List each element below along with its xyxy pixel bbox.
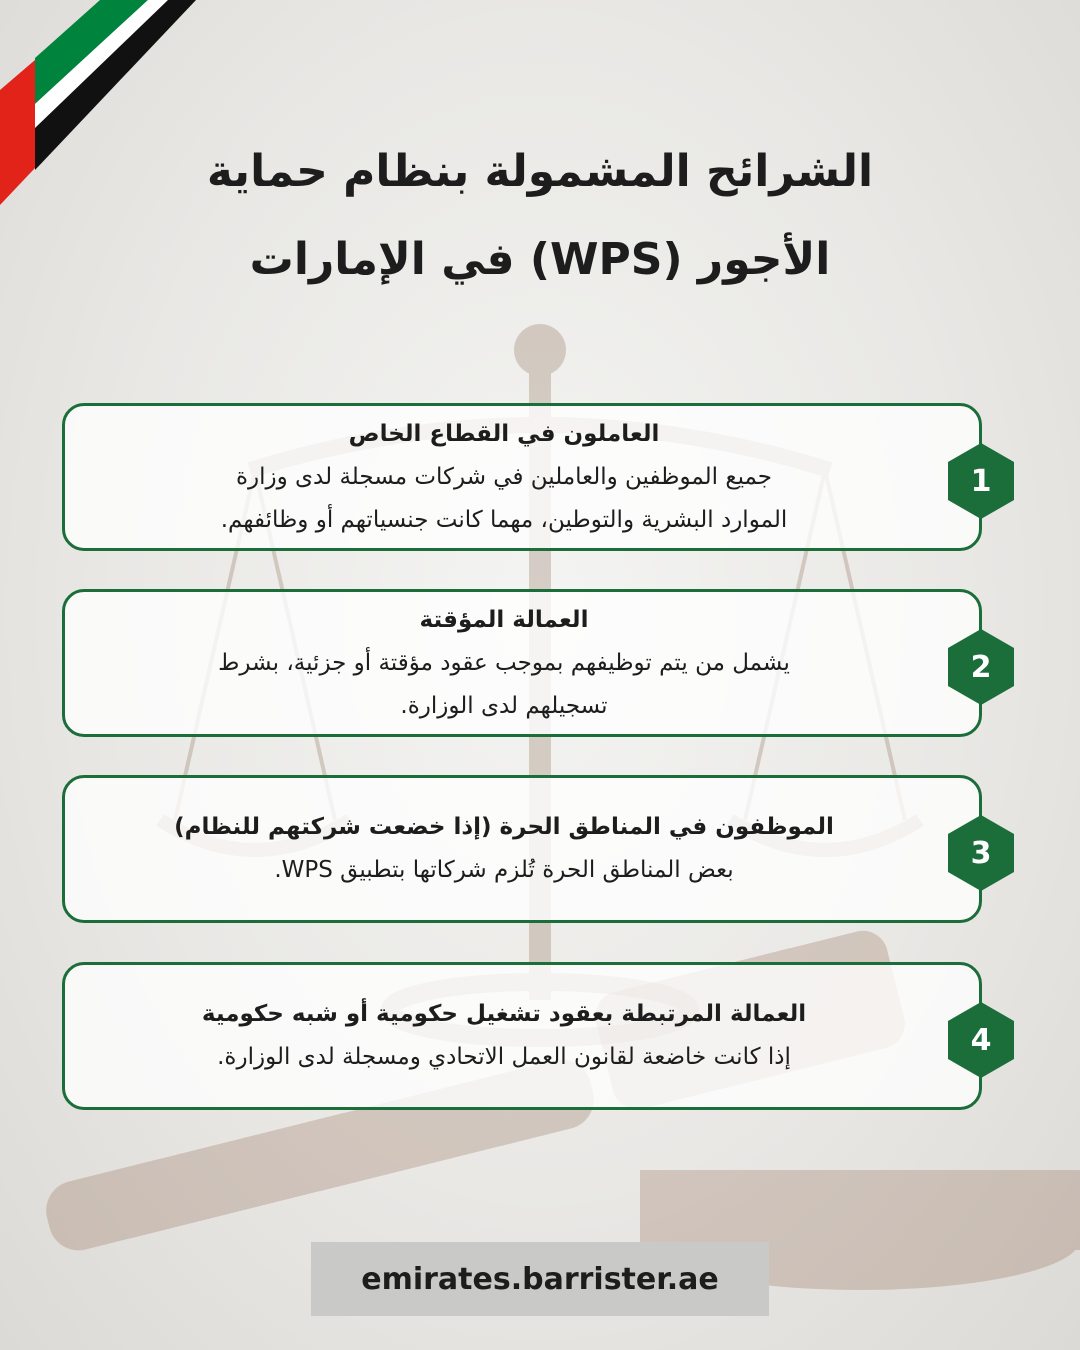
number-badge-3 (948, 815, 1014, 891)
number-badge-4 (948, 1002, 1014, 1078)
card-body-line-2: الموارد البشرية والتوطين، مهما كانت جنسياتهم أو وظائفهم. (220, 506, 788, 533)
number-badge-1 (948, 443, 1014, 519)
badge-number: 4 (970, 1022, 992, 1058)
card-body-line-2: تسجيلهم لدى الوزارة. (400, 692, 608, 719)
website-link[interactable]: emirates.barrister.ae (311, 1242, 769, 1316)
card-body-line-1: جميع الموظفين والعاملين في شركات مسجلة لدى وزارة (235, 463, 773, 490)
card-body-line-1: إذا كانت خاضعة لقانون العمل الاتحادي ومسجلة لدى الوزارة. (217, 1044, 791, 1070)
badge-number: 2 (970, 649, 992, 685)
card-heading: العمالة المرتبطة بعقود تشغيل حكومية أو شبه حكومية (201, 1001, 807, 1027)
card-heading: الموظفون في المناطق الحرة (إذا خضعت شركتهم للنظام) (174, 814, 834, 840)
card-heading: العمالة المؤقتة (419, 606, 589, 633)
title-line-2: الأجور (WPS) في الإمارات (249, 234, 831, 285)
category-card-4 (62, 962, 992, 1110)
card-heading: العاملون في القطاع الخاص (348, 420, 660, 447)
card-body-line-1: بعض المناطق الحرة تُلزم شركاتها بتطبيق WPS. (274, 857, 734, 883)
badge-number: 3 (970, 835, 992, 871)
badge-number: 1 (970, 463, 992, 499)
page-title (90, 128, 990, 304)
card-body-line-1: يشمل من يتم توظيفهم بموجب عقود مؤقتة أو جزئية، بشرط (218, 649, 790, 676)
category-card-1 (62, 403, 992, 551)
category-card-2 (62, 589, 992, 737)
number-badge-2 (948, 629, 1014, 705)
category-card-3 (62, 775, 992, 923)
title-line-1: الشرائح المشمولة بنظام حماية (206, 146, 874, 197)
